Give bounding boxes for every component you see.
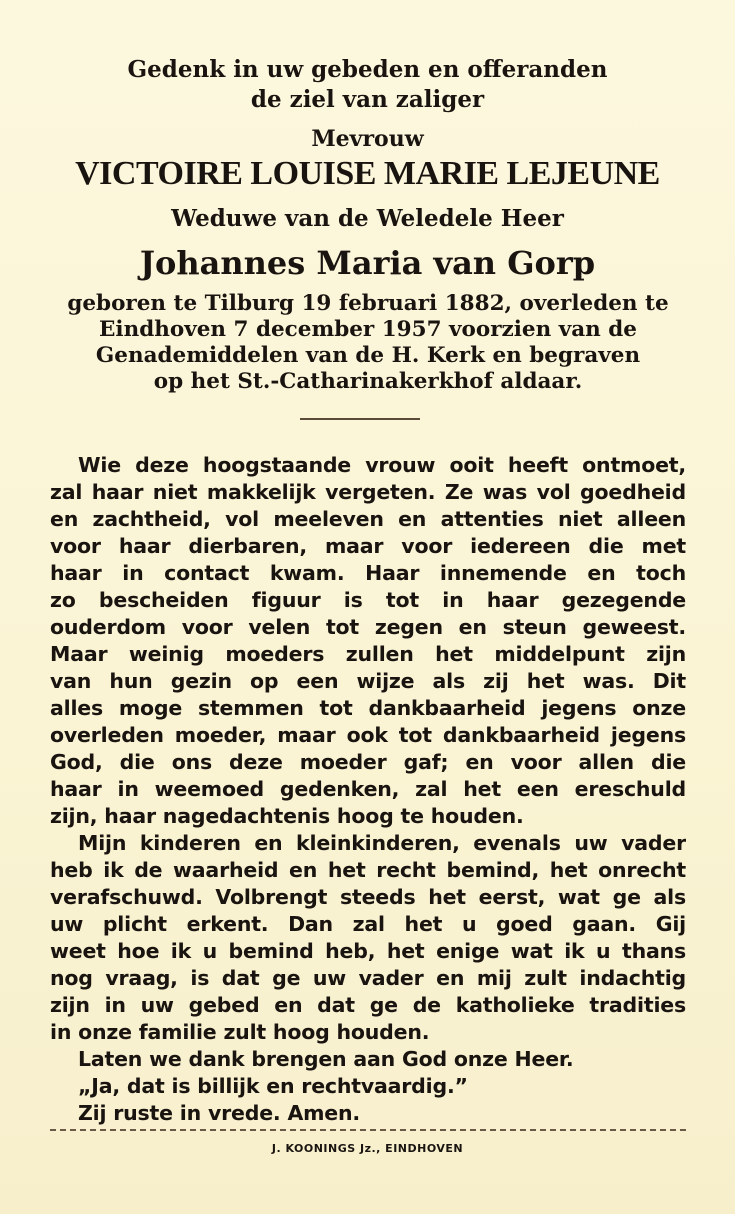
relation-line: Weduwe van de Weledele Heer bbox=[171, 205, 564, 232]
prayer-line-2: de ziel van zaliger bbox=[250, 86, 485, 113]
text-line: nog vraag, is dat ge uw vader en mij zult indachtig bbox=[50, 966, 686, 990]
short-divider bbox=[300, 418, 420, 420]
text-line: haar in weemoed gedenken, zal het een ereschuld bbox=[50, 777, 686, 801]
birth-line: op het St.-Catharinakerkhof aldaar. bbox=[153, 369, 583, 394]
text-line: Laten we dank brengen aan God onze Heer. bbox=[78, 1047, 574, 1071]
text-line: van hun gezin op een wijze als zij het was. Dit bbox=[50, 669, 686, 693]
text-line: Maar weinig moeders zullen het middelpunt zijn bbox=[50, 642, 686, 666]
bottom-divider bbox=[50, 1129, 686, 1131]
birth-line: Eindhoven 7 december 1957 voorzien van de bbox=[99, 317, 637, 342]
text-line: zijn, haar nagedachtenis hoog te houden. bbox=[50, 804, 524, 828]
spouse-name: Johannes Maria van Gorp bbox=[139, 244, 596, 282]
text-line: en zachtheid, vol meeleven en attenties niet alleen bbox=[50, 507, 686, 531]
text-line: Wie deze hoogstaande vrouw ooit heeft ontmoet, bbox=[78, 453, 686, 477]
text-line: haar in contact kwam. Haar innemende en toch bbox=[50, 561, 686, 585]
text-line: verafschuwd. Volbrengt steeds het eerst, wat ge als bbox=[50, 885, 686, 909]
deceased-name: VICTOIRE LOUISE MARIE LEJEUNE bbox=[75, 155, 660, 192]
text-line: zal haar niet makkelijk vergeten. Ze was vol goedheid bbox=[50, 480, 686, 504]
salutation: Mevrouw bbox=[311, 126, 424, 152]
text-line: in onze familie zult hoog houden. bbox=[50, 1020, 430, 1044]
text-line: ouderdom voor velen tot zegen en steun geweest. bbox=[50, 615, 686, 639]
text-line: overleden moeder, maar ook tot dankbaarheid jegens bbox=[50, 723, 686, 747]
text-line: weet hoe ik u bemind heb, het enige wat ik u thans bbox=[50, 939, 686, 963]
text-line: Zij ruste in vrede. Amen. bbox=[78, 1101, 360, 1125]
text-line: uw plicht erkent. Dan zal het u goed gaan. Gij bbox=[50, 912, 686, 936]
text-line: zijn in uw gebed en dat ge de katholieke tradities bbox=[50, 993, 686, 1017]
text-line: zo bescheiden figuur is tot in haar gezegende bbox=[50, 588, 686, 612]
printer-credit: J. KOONINGS Jz., EINDHOVEN bbox=[271, 1142, 464, 1155]
text-line: „Ja, dat is billijk en rechtvaardig.” bbox=[78, 1074, 468, 1098]
text-line: heb ik de waarheid en het recht bemind, het onrecht bbox=[50, 858, 686, 882]
prayer-line-1: Gedenk in uw gebeden en offeranden bbox=[127, 56, 608, 83]
birth-line: Genademiddelen van de H. Kerk en begraven bbox=[95, 343, 641, 368]
text-line: God, die ons deze moeder gaf; en voor allen die bbox=[50, 750, 686, 774]
text-line: Mijn kinderen en kleinkinderen, evenals uw vader bbox=[78, 831, 686, 855]
birth-line: geboren te Tilburg 19 februari 1882, overleden te bbox=[67, 291, 669, 316]
text-line: alles moge stemmen tot dankbaarheid jegens onze bbox=[50, 696, 686, 720]
birth-death-details bbox=[50, 291, 686, 395]
memorial-text bbox=[50, 452, 686, 1127]
text-line: voor haar dierbaren, maar voor iedereen die met bbox=[50, 534, 686, 558]
